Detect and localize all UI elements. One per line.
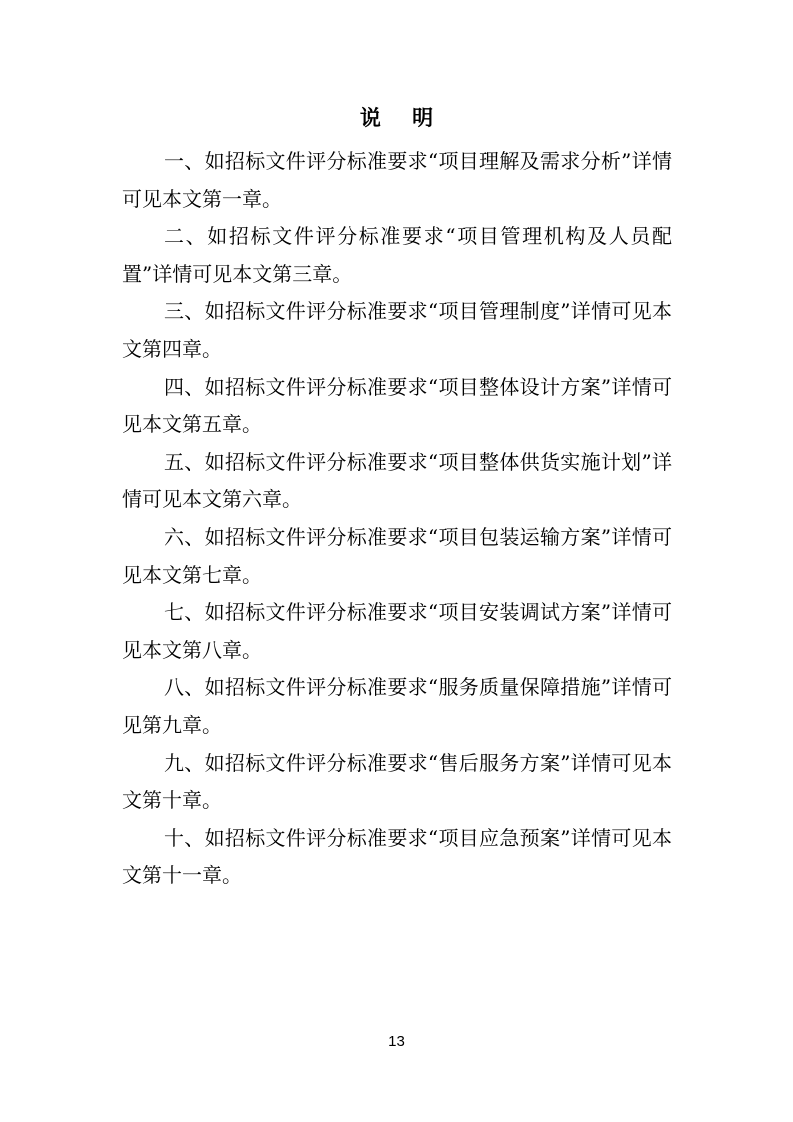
paragraph-10: 十、如招标文件评分标准要求“项目应急预案”详情可见本文第十一章。 bbox=[122, 825, 672, 888]
page-number: 13 bbox=[388, 1033, 405, 1050]
paragraph-2: 二、如招标文件评分标准要求“项目管理机构及人员配置”详情可见本文第三章。 bbox=[122, 224, 672, 286]
paragraph-5: 五、如招标文件评分标准要求“项目整体供货实施计划”详情可见本文第六章。 bbox=[122, 449, 672, 512]
paragraph-1: 一、如招标文件评分标准要求“项目理解及需求分析”详情可见本文第一章。 bbox=[122, 149, 672, 211]
paragraph-6: 六、如招标文件评分标准要求“项目包装运输方案”详情可见本文第七章。 bbox=[122, 524, 672, 587]
paragraph-4: 四、如招标文件评分标准要求“项目整体设计方案”详情可见本文第五章。 bbox=[122, 374, 672, 437]
paragraph-3: 三、如招标文件评分标准要求“项目管理制度”详情可见本文第四章。 bbox=[122, 299, 672, 361]
paragraph-7: 七、如招标文件评分标准要求“项目安装调试方案”详情可见本文第八章。 bbox=[122, 600, 672, 662]
document-body bbox=[122, 143, 672, 895]
paragraph-8: 八、如招标文件评分标准要求“服务质量保障措施”详情可见第九章。 bbox=[122, 675, 672, 737]
paragraph-9: 九、如招标文件评分标准要求“售后服务方案”详情可见本文第十章。 bbox=[122, 750, 672, 813]
page-title: 说 明 bbox=[359, 105, 446, 130]
